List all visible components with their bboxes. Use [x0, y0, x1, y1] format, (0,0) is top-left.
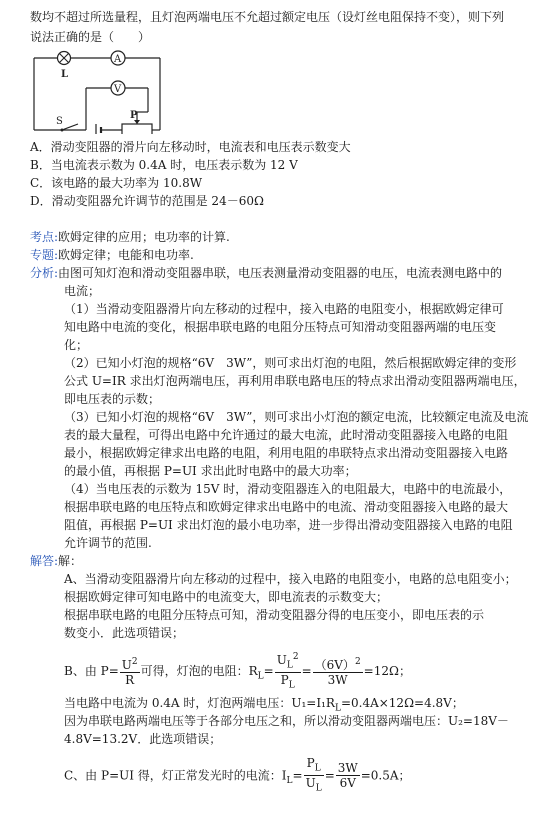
c-sub-l: L: [286, 775, 293, 786]
ammeter-label: A: [114, 54, 122, 65]
kaodian-tag: 考点:: [30, 230, 59, 244]
b-result: =12Ω；: [363, 663, 411, 678]
jieda-intro: 解：: [58, 554, 83, 568]
sub-l: L: [257, 671, 264, 682]
b-line-1-sub: L: [334, 703, 341, 714]
fenxi-line: 的最小值，再根据 P=UI 求出此时电路中的最大功率；: [64, 464, 357, 478]
frac-6v: （6V）: [314, 658, 355, 673]
jieda-b-line-3: 4.8V=13.2V．此选项错误；: [64, 732, 222, 746]
b-line-1-tail: =0.4A×12Ω=4.8V；: [340, 696, 464, 710]
frac-exp: 2: [131, 657, 138, 668]
b-eq-2: =: [301, 663, 312, 678]
fenxi-line: 根据串联电路的电压特点和欧姆定律求出电路中的电流、滑动变阻器接入电路的最大: [64, 500, 509, 514]
jieda-a-line: 根据串联电路的电阻分压特点可知，滑动变阻器分得的电压变小，即电压表的示: [64, 608, 485, 622]
b-prefix: B、由 P=: [64, 663, 119, 678]
jieda-b-formula: [64, 650, 411, 693]
kaodian-row: [30, 228, 230, 246]
value-fraction: [313, 655, 363, 687]
kaodian-text: 欧姆定律的应用；电功率的计算.: [58, 230, 230, 244]
fenxi-line: 表的最大量程，可得出电路中允许通过的最大电流，此时滑动变阻器接入电路的电阻: [64, 428, 509, 442]
fenxi-tag: 分析:: [30, 266, 59, 280]
c-frac-p-sub: L: [314, 763, 321, 774]
current-value-fraction: [336, 761, 360, 790]
jieda-c-formula: [64, 756, 411, 798]
c-result: =0.5A；: [360, 768, 411, 783]
option-d: D．滑动变阻器允许调节的范围是 24－60Ω: [30, 194, 264, 208]
frac-3w: 3W: [327, 673, 348, 688]
frac-ul-exp: 2: [292, 652, 299, 662]
frac-ul-sub: L: [286, 660, 293, 671]
fenxi-line: 阻值，再根据 P=UI 求出灯泡的最小电功率，进一步得出滑动变阻器接入电路的电阻: [64, 518, 513, 532]
fenxi-line: 最小，根据欧姆定律求出电路的电阻，利用电阻的串联特点求出滑动变阻器接入电路: [64, 446, 509, 460]
option-c: C．该电路的最大功率为 10.8W: [30, 176, 203, 190]
power-fraction: [120, 655, 140, 687]
battery-icon: [96, 124, 101, 134]
frac-pl-sub: L: [288, 680, 295, 691]
circuit-diagram: [26, 48, 176, 134]
c-frac-p: P: [306, 756, 315, 770]
b-eq: =: [263, 663, 274, 678]
fenxi-line: 即电压表的示数；: [64, 392, 161, 406]
fenxi-line: （1）当滑动变阻器滑片向左移动的过程中，接入电路的电阻变小，根据欧姆定律可: [64, 302, 504, 316]
ammeter-icon: [111, 51, 125, 65]
rheostat-label: P: [130, 110, 138, 121]
zhuanti-text: 欧姆定律；电能和电功率.: [58, 248, 194, 262]
question-line-1: 数均不超过所选量程，且灯泡两端电压不允超过额定电压（设灯丝电阻保持不变），则下列: [30, 10, 505, 24]
fenxi-line: （3）已知小灯泡的规格“6V 3W”，则可求出小灯泡的额定电流，比较额定电流及电流: [64, 410, 529, 424]
option-b: B．当电流表示数为 0.4A 时，电压表示数为 12 V: [30, 158, 298, 172]
jieda-a-line: 数变小．此选项错误；: [64, 626, 185, 640]
resistance-fraction: [275, 650, 301, 693]
zhuanti-row: [30, 246, 194, 264]
fenxi-row-0: [30, 264, 502, 282]
jieda-row: [30, 552, 82, 570]
jieda-tag: 解答:: [30, 554, 59, 568]
frac-u: U: [121, 658, 132, 673]
c-frac-u-sub: L: [315, 783, 322, 794]
c-eq: =: [292, 768, 303, 783]
current-fraction: [304, 756, 324, 796]
frac-ul-u: U: [276, 653, 287, 667]
c-prefix: C、由 P=UI 得，灯正常发光时的电流：I: [64, 768, 287, 783]
lamp-icon: [58, 52, 71, 65]
frac-pl-p: P: [280, 673, 289, 688]
voltmeter-label: V: [114, 84, 122, 95]
question-line-2: 说法正确的是（ ）: [30, 30, 151, 44]
fenxi-line: 由图可知灯泡和滑动变阻器串联，电压表测量滑动变阻器的电压，电流表测电路中的: [58, 266, 503, 280]
c-frac-u: U: [305, 776, 316, 791]
c-frac-6v: 6V: [339, 776, 356, 791]
c-frac-3w: 3W: [337, 761, 358, 776]
fenxi-line: 电流；: [64, 284, 101, 298]
fenxi-line: 知电路中电流的变化，根据串联电路的电阻分压特点可知滑动变阻器两端的电压变: [64, 320, 497, 334]
fenxi-line: （2）已知小灯泡的规格“6V 3W”，则可求出灯泡的电阻，然后根据欧姆定律的变形: [64, 356, 517, 370]
b-line-1-head: 当电路中电流为 0.4A 时，灯泡两端电压：U₁=I₁R: [64, 696, 335, 710]
fenxi-line: （4）当电压表的示数为 15V 时，滑动变阻器连入的电阻最大，电路中的电流最小，: [64, 482, 512, 496]
fenxi-line: 化；: [64, 338, 89, 352]
jieda-b-line-2: 因为串联电路两端电压等于各部分电压之和，所以滑动变阻器两端电压：U₂=18V－: [64, 714, 509, 728]
switch-label: S: [56, 116, 63, 127]
fenxi-line: 允许调节的范围.: [64, 536, 152, 550]
frac-6v-exp: 2: [354, 657, 361, 668]
jieda-a-line: 根据欧姆定律可知电路中的电流变大，即电流表的示数变大；: [64, 590, 389, 604]
jieda-a-line: A、当滑动变阻器滑片向左移动的过程中，接入电路的电阻变小，电路的总电阻变小；: [64, 572, 517, 586]
fenxi-line: 公式 U=IR 求出灯泡两端电压，再利用串联电路电压的特点求出滑动变阻器两端电压，: [64, 374, 526, 388]
option-a: A．滑动变阻器的滑片向左移动时，电流表和电压表示数变大: [30, 140, 351, 154]
frac-r: R: [125, 673, 135, 688]
c-eq-2: =: [324, 768, 335, 783]
voltmeter-icon: [111, 81, 125, 95]
lamp-label: L: [61, 69, 69, 80]
zhuanti-tag: 专题:: [30, 248, 59, 262]
b-mid: 可得，灯泡的电阻：R: [140, 663, 258, 678]
